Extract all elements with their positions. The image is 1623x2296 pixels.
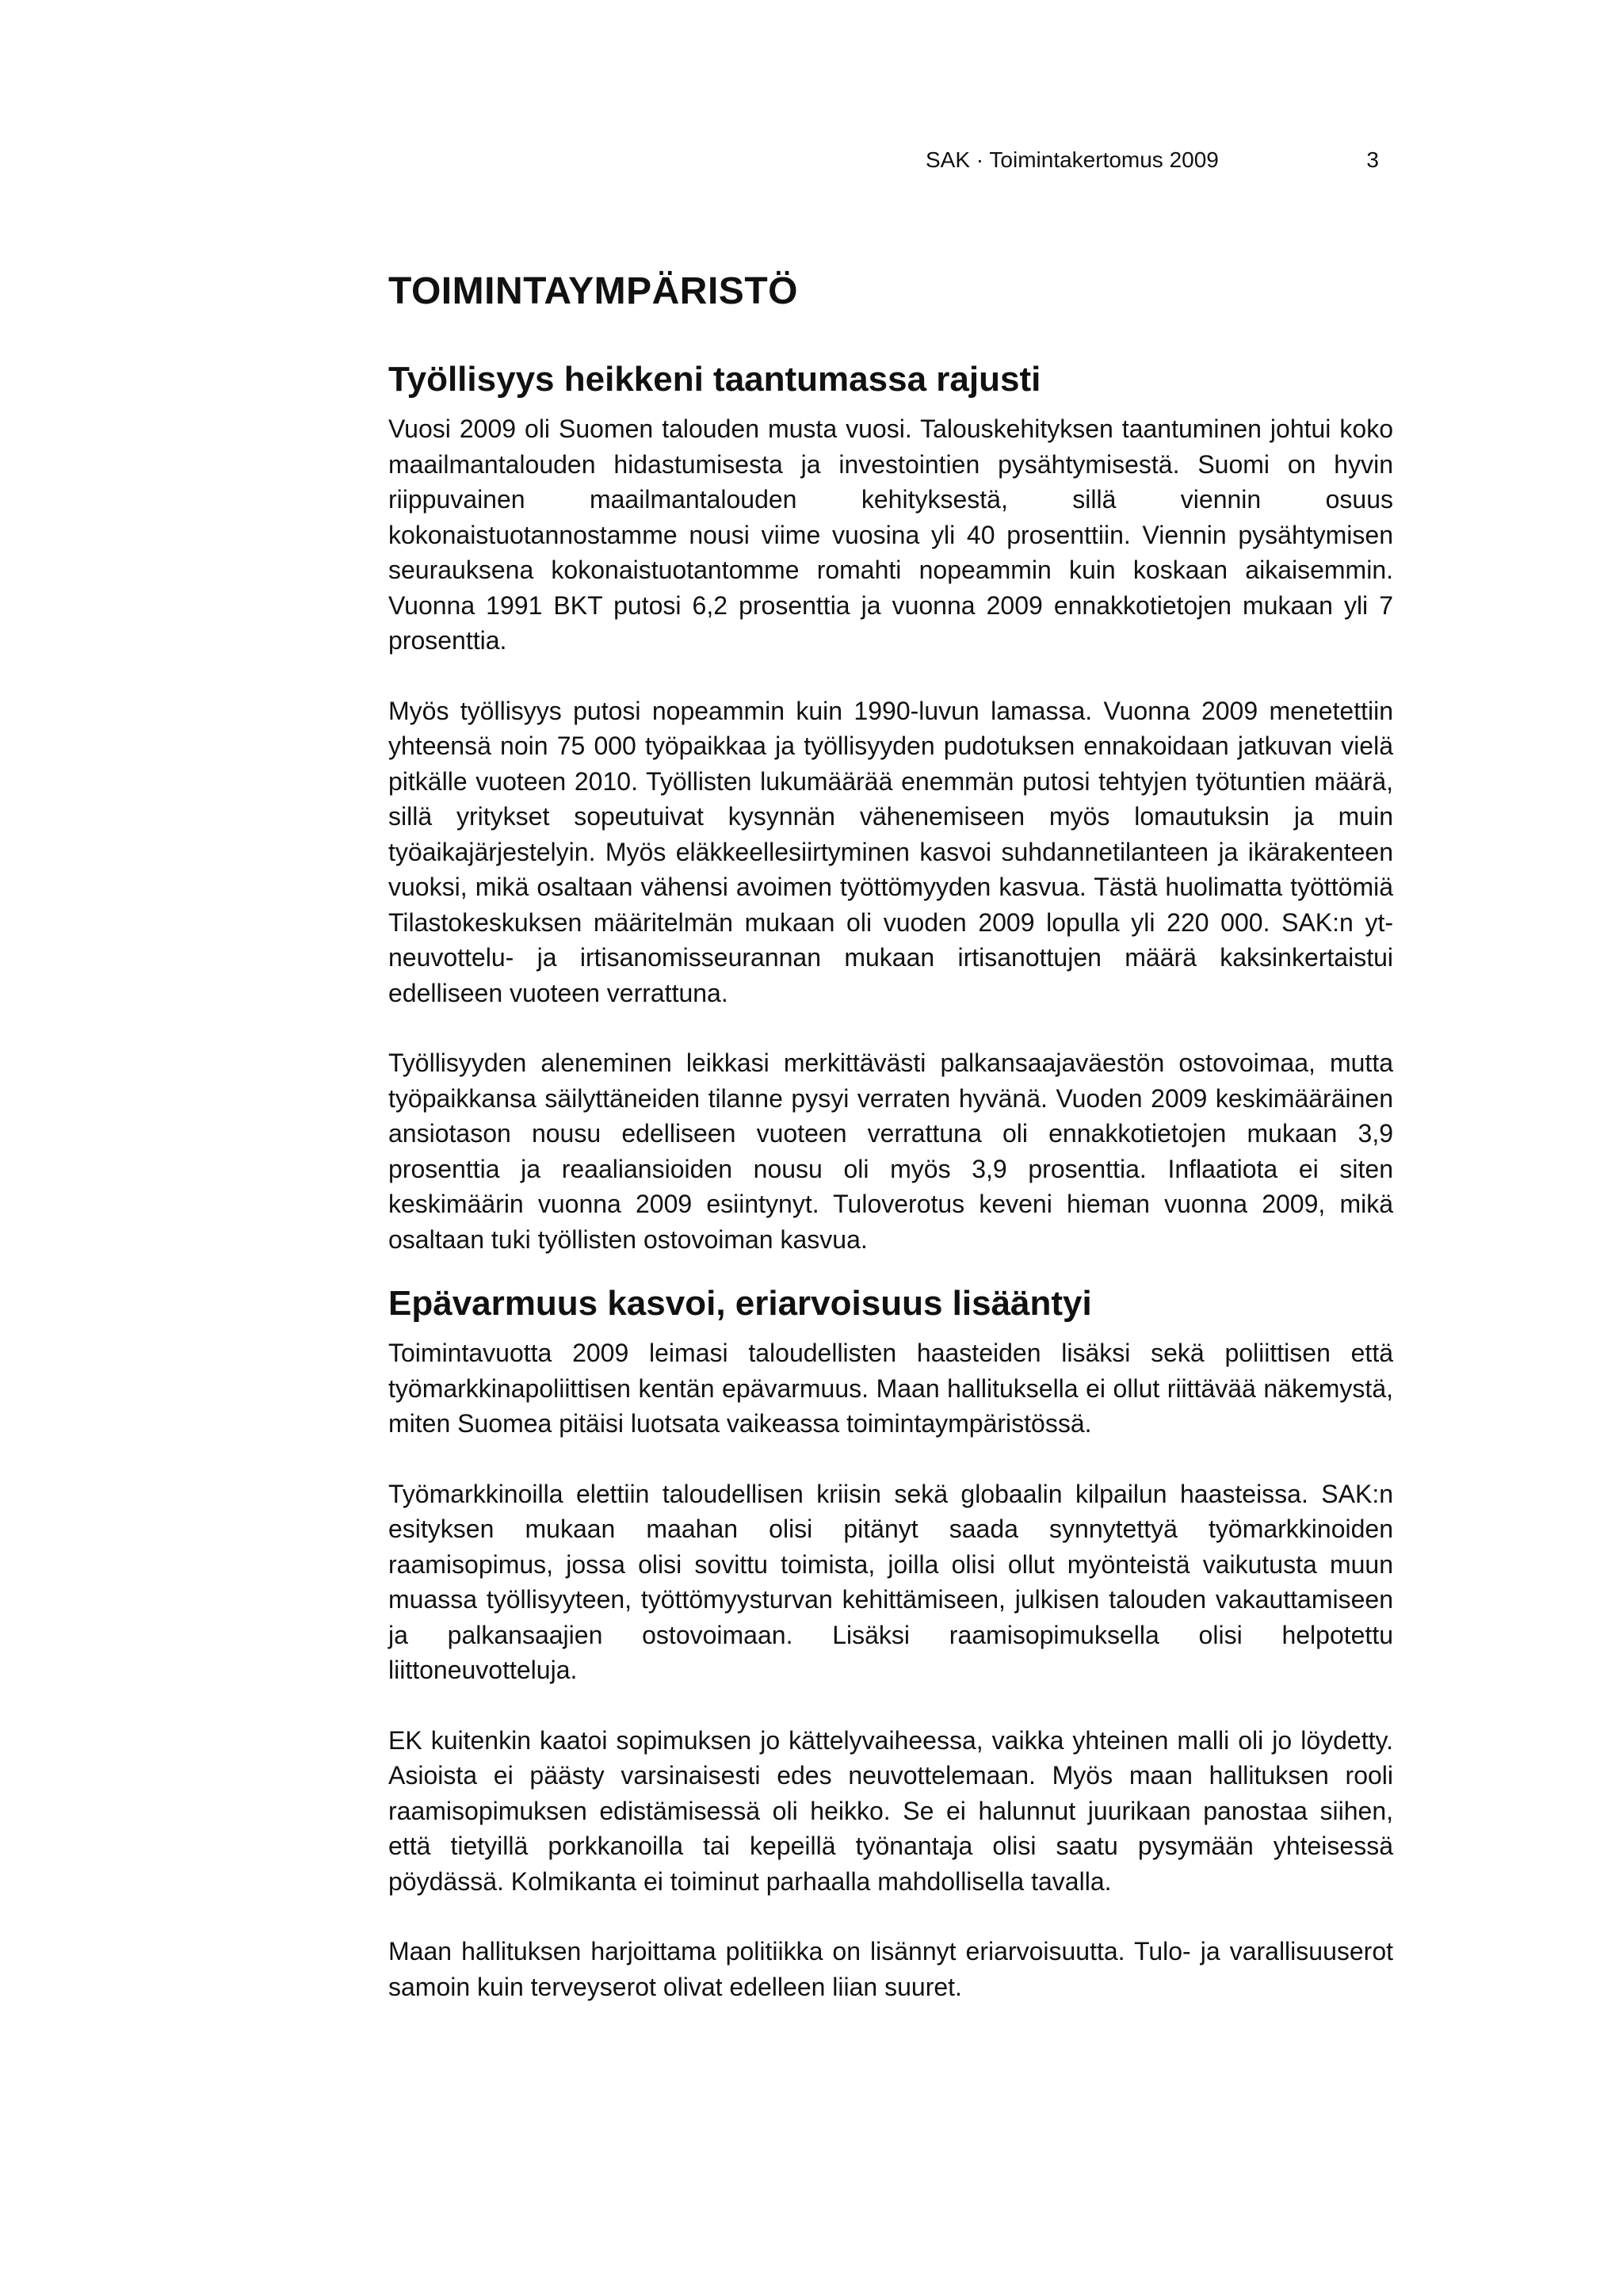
section-heading: Epävarmuus kasvoi, eriarvoisuus lisääntyi — [388, 1284, 1092, 1323]
paragraph: Myös työllisyys putosi nopeammin kuin 1990-luvun lamassa. Vuonna 2009 menetettiin yhteensä noin 75 000 työpaikkaa ja työllisyyden pudotuksen ennakoidaan jatkuvan vielä pitkälle vuoteen 2010. Työllisten lukumäärää enemmän putosi tehtyjen työtuntien määrä, sillä yritykset sopeutuivat kysynnän vähenemiseen myös lomautuksin ja muin työaikajärjestelyin. Myös eläkkeellesiirtyminen kasvoi suhdannetilanteen ja ikärakenteen vuoksi, mikä osaltaan vähensi avoimen työttömyyden kasvua. Tästä huolimatta työttömiä Tilastokeskuksen määritelmän mukaan oli vuoden 2009 lopulla yli 220 000. SAK:n yt-neuvottelu- ja irtisanomisseurannan mukaan irtisanottujen määrä kaksinkertaistui edelliseen vuoteen verrattuna. — [388, 696, 1393, 1007]
paragraph: Toimintavuotta 2009 leimasi taloudellisten haasteiden lisäksi sekä poliittisen että työmarkkinapoliittisen kentän epävarmuus. Maan hallituksella ei ollut riittävää näkemystä, miten Suomea pitäisi luotsata vaikeassa toimintaympäristössä. — [388, 1339, 1393, 1438]
section-heading: Työllisyys heikkeni taantumassa rajusti — [388, 360, 1041, 399]
paragraph: Työmarkkinoilla elettiin taloudellisen kriisin sekä globaalin kilpailun haasteissa. SAK:n esityksen mukaan maahan olisi pitänyt saada synnytettyä työmarkkinoiden raamisopimus, jossa olisi sovittu toimista, joilla olisi ollut myönteistä vaikutusta muun muassa työllisyyteen, työttömyysturvan kehittämiseen, julkisen talouden vakauttamiseen ja palkansaajien ostovoimaan. Lisäksi raamisopimuksella olisi helpotettu liittoneuvotteluja. — [388, 1479, 1393, 1684]
section-employment — [388, 348, 1393, 1257]
section-uncertainty — [388, 1272, 1393, 2004]
main-title: TOIMINTAYMPÄRISTÖ — [388, 270, 798, 312]
paragraph: Työllisyyden aleneminen leikkasi merkittävästi palkansaajaväestön ostovoimaa, mutta työpaikkansa säilyttäneiden tilanne pysyi verraten hyvänä. Vuoden 2009 keskimääräinen ansiotason nousu edelliseen vuoteen verrattuna oli ennakkotietojen mukaan 3,9 prosenttia ja reaaliansioiden nousu oli myös 3,9 prosenttia. Inflaatiota ei siten keskimäärin vuonna 2009 esiintynyt. Tuloverotus keveni hieman vuonna 2009, mikä osaltaan tuki työllisten ostovoiman kasvua. — [388, 1049, 1393, 1254]
paragraph: EK kuitenkin kaatoi sopimuksen jo kättelyvaiheessa, vaikka yhteinen malli oli jo löydetty. Asioista ei päästy varsinaisesti edes neuvottelemaan. Myös maan hallituksen rooli raamisopimuksen edistämisessä oli heikko. Se ei halunnut juurikaan panostaa siihen, että tietyillä porkkanoilla tai kepeillä työnantaja olisi saatu pysymään yhteisessä pöydässä. Kolmikanta ei toiminut parhaalla mahdollisella tavalla. — [388, 1725, 1393, 1896]
running-header — [388, 144, 1379, 176]
page-number: 3 — [1366, 147, 1379, 172]
paragraph: Vuosi 2009 oli Suomen talouden musta vuosi. Talouskehityksen taantuminen johtui koko maailmantalouden hidastumisesta ja investointien pysähtymisestä. Suomi on hyvin riippuvainen maailmantalouden kehityksestä, sillä viennin osuus kokonaistuotannostamme nousi viime vuosina yli 40 prosenttiin. Viennin pysähtymisen seurauksena kokonaistuotantomme romahti nopeammin kuin koskaan aikaisemmin. Vuonna 1991 BKT putosi 6,2 prosenttia ja vuonna 2009 ennakkotietojen mukaan yli 7 prosenttia. — [388, 415, 1393, 655]
running-title: SAK · Toimintakertomus 2009 — [926, 147, 1219, 172]
paragraph: Maan hallituksen harjoittama politiikka on lisännyt eriarvoisuutta. Tulo- ja varallisuuserot samoin kuin terveyserot olivat edelleen liian suuret. — [388, 1937, 1393, 2001]
page-content — [388, 260, 1393, 2004]
